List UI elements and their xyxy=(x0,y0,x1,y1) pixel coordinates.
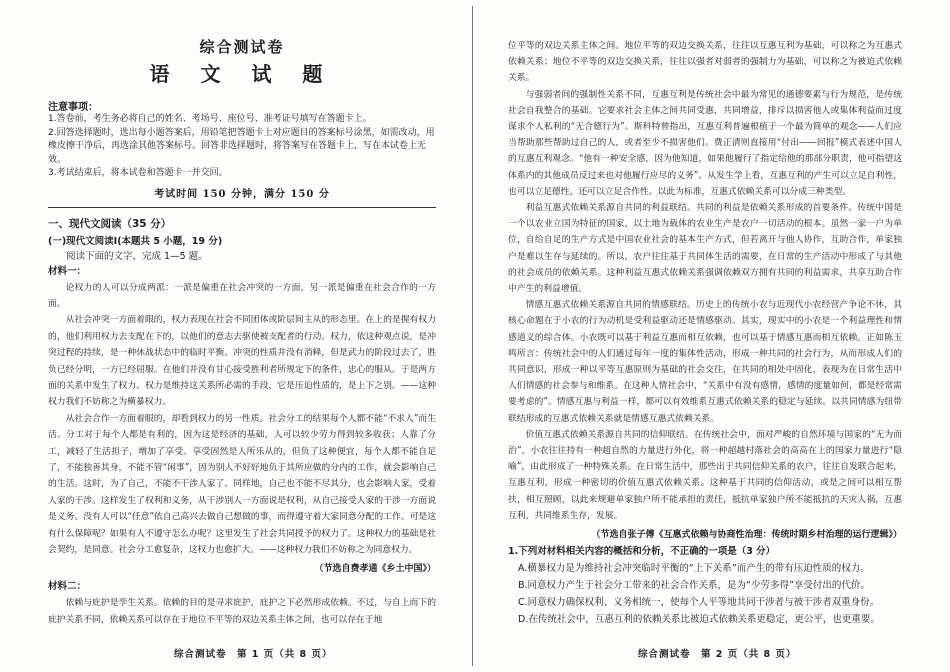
material-2-label: 材料二： xyxy=(48,581,87,593)
notice-item-1: 1.答卷前，考生务必将自己的姓名、考场号、座位号、准考证号填写在答题卡上。 xyxy=(48,114,372,124)
material-2-paragraph: 与强弱者间的强制性关系不同，互惠互利是传统社会中最为常见的通德要素与行为规范，是传统社会自我整合的基础。它要求社会主体之间共同受惠，共同增益，排斥以损害他人或集体利益而过度谋求个人私利的“无合德行为”。斯科特曾指出，互惠互利普遍根植于一个最为简单的观念——人们应当帮助那些帮助过自己的人，或者至少不损害他们。费正清则直接用“付出——回报”模式表述中国人的互惠互利观念。“他有一种安全感，因为他知道，如果他履行了指定给他的那部分职责，他可指望这体系内的其他成员反过来也对他履行应尽的义务”。从发生学上看，互惠互利的产生可以立足自利性，也可以立足德性，还可以立足合作性。以此为标准，互惠式依赖关系可以分成三种类型。 xyxy=(508,89,902,197)
material-2-continuation: 位平等的双边关系主体之间。地位平等的双边交换关系，往往以互惠互利为基础，可以称之为互惠式依赖关系；地位不平等的双边交换关系，往往以强者对弱者的强制力为基础，可以称之为被迫式依赖关系。 xyxy=(508,41,902,84)
material-1-source: （节选自费孝通《乡土中国》） xyxy=(314,564,436,575)
material-1-label: 材料一： xyxy=(48,265,87,277)
page-2-footer: 综合测试卷 第 2 页（共 8 页） xyxy=(638,649,797,660)
subsection-heading: (一)现代文阅读Ⅰ(本题共 5 小题，19 分) xyxy=(48,235,223,247)
notice-item-3: 3.考试结束后，将本试卷和答题卡一并交回。 xyxy=(48,168,228,178)
page-1-footer: 综合测试卷 第 1 页（共 8 页） xyxy=(174,649,333,660)
notice-title: 注意事项： xyxy=(48,102,98,113)
material-2-paragraph: 情感互惠式依赖关系源自共同的情感联结。历史上的传统小农与近现代小农经营产争论不休，其核心命题在于小农的行为动机是受利益驱动还是情感驱动。其实，现实中的小农是一个利益理性和情感道义的综合体。小农既可以基于利益互惠而相互依赖，也可以基于情感互惠而相互依赖。正如陈玉鸣所言：传统社会中的人们通过每年一度的集体性活动，形成一种共同的社会行为，从而形成人们的共同意识，形成一种以平等互惠原则为基础的社会交往，在共同的相处中固化，表现为在日常生活中人们情感的社会参与和维系。在这种人情社会中，“关系中有没有感情，感情的度量如何，都是经常需要考虑的”。情感互惠与利益一样，都可以有效维系互惠式依赖关系的稳定与延续。以共同情感为纽带联结形成的互惠式依赖关系就是情感互惠式依赖关系。 xyxy=(508,300,902,424)
material-2-source: （节选自张子傅《互惠式依赖与协商性治理：传统时期乡村治理的运行逻辑》） xyxy=(591,530,902,541)
question-1: 1.下列对材料相关内容的概括和分析，不正确的一项是（3 分） xyxy=(508,546,776,558)
question-1-option-a: A.横暴权力是为维持社会冲突临时平衡的“上下关系”而产生的带有压迫性质的权力。 xyxy=(518,562,870,574)
page-1 xyxy=(48,0,436,672)
material-1-paragraph: 论权力的人可以分成两派：一派是偏重在社会冲突的一方面，另一派是偏重在社会合作的一方面。 xyxy=(48,282,436,309)
material-1-paragraph: 从社会冲突一方面着眼的，权力表现在社会不同团体或阶层间主从的形态里。在上的是握有权力的，他们利用权力去支配在下的，以他们的意志去驱使被支配者的行动。权力，依这种观点说，是冲突过程的持续，是一种休战状态中的临时平衡。冲突的性质并没有消释，但是武力的阶段过去了，胜负已经分明，一方已经屈服。在他们并没有甘心接受胜利者所规定下的条件，忠心的服从。于是两方面的关系中发生了权力。权力是维持这关系所必需的手段，它是压迫性质的，是上下之别。——这种权力我们不妨称之为横暴权力。 xyxy=(48,315,436,408)
divider xyxy=(48,207,436,208)
question-1-option-d: D.在传统社会中，互惠互利的依赖关系比被迫式依赖关系更稳定，更公平，也更重要。 xyxy=(518,613,880,625)
time-line: 考试时间 150 分钟，满分 150 分 xyxy=(154,188,330,200)
page-2 xyxy=(508,0,902,672)
exam-header-small: 综合测试卷 xyxy=(199,38,285,56)
notice-item-2: 2.回答选择题时，选出每小题答案后，用铅笔把答题卡上对应题目的答案标号涂黑，如需改动，用橡皮擦干净后，再选涂其他答案标号。回答非选择题时，将答案写在答题卡上，写在本试卷上无效。 xyxy=(48,127,435,165)
page-divider xyxy=(472,6,473,666)
section-heading: 一、现代文阅读（35 分） xyxy=(48,217,172,230)
exam-title: 语 文 试 题 xyxy=(149,62,335,86)
material-2-paragraph: 价值互惠式依赖关系源自共同的信仰联结。在传统社会中，面对严峻的自然环境与国家的“无为而治”，小农往往持有一种超自然的力量进行外化，将一种超越村落社会的高高在上的国家力量进行“隐喻”，由此形成了一种特殊关系。在日常生活中，那些出于共同信仰关系的农户，往往自发联合起来，互惠互利，形成一种密切的价值互惠式依赖关系。这种基于共同的信仰活动，或是之间可以相互帮扶，相互照顾，以此来规避单家独户所不能承担的责任，抵抗单家独户所不能抵抗的天灾人祸，互惠互利，共同维系生存，发展。 xyxy=(508,429,902,521)
reading-instruction: 阅读下面的文字，完成 1—5 题。 xyxy=(66,250,208,262)
material-1-paragraph: 从社会合作一方面着眼的，却看到权力的另一性质。社会分工的结果每个人都不能“不求人”而生活。分工对于每个人都是有利的，因为这是经济的基础，人可以较少劳力得到较多收获；人靠了分工，减轻了生活担子，增加了享受。享受固然是人所乐从的，但负了这种便宜，每个人都不能自足了，不能独善其身，不能不管“闲事”，因为别人不好好地负于其所应做的分内的工作，就会影响自己的生活。这时，为了自己，不能不干涉人家了。同样地，自己也不能不尽其分，也会影响人家，受着人家的干涉。这样发生了权利和义务，从干涉别人一方面说是权利，从自己接受人家的干涉一方面说是义务。没有人可以“任意”依自己高兴去做自己想做的事，而得遵守着大家同意分配的工作。可是这有什么保障呢？如果有人不遵守怎么办呢？这里发生了社会共同授予的权力了。这种权力的基础是社会契约，是同意。社会分工愈复杂，这权力也愈扩大。——这种权力我们不妨称之为同意权力。 xyxy=(48,413,436,555)
material-2-paragraph: 利益互惠式依赖关系源自共同的利益联结。共同的利益是依赖关系形成的首要条件。传统中国是一个以农业立国为特征的国家，以土地为载体的农业生产是农户一切活动的根本。虽然一家一户为单位，自给自足的生产方式是中国农业社会的基本生产方式，但若离开与他人协作，互助合作，单家独户是难以生存与延续的。所以，农户往往基于共同体生活的需要，在日常的生产活动中形成了与其他的社会成员的依赖关系。这种利益互惠式依赖关系强调依赖双方拥有共同的利益需求，共享互助合作中产生的利益增值。 xyxy=(508,203,902,295)
material-2-paragraph: 依赖与庇护是孪生关系。依赖的目的是寻求庇护，庇护之下必然形成依赖。不过，与自上而下的庇护关系不同，依赖关系可以存在于地位不平等的双边关系主体之间，也可以存在于地 xyxy=(48,598,436,625)
question-1-option-c: C.同意权力确保权利、义务相统一，使每个人平等地共同干涉者与被干涉者双重身份。 xyxy=(518,596,880,608)
question-1-option-b: B.同意权力产生于社会分工带来的社会合作关系，是为“少劳多得”享受付出的代价。 xyxy=(518,579,870,591)
